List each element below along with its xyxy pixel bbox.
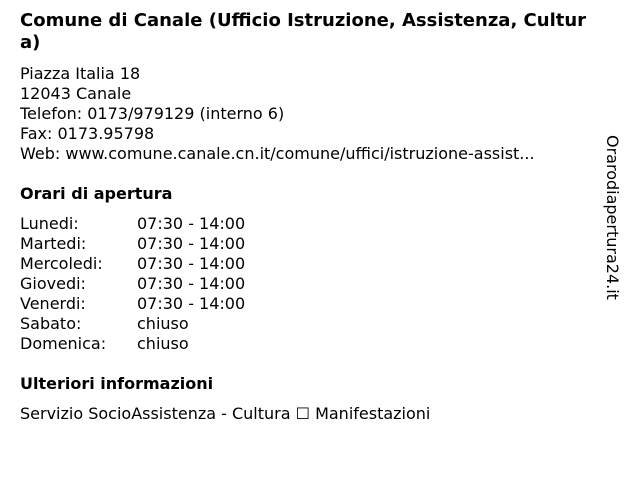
hours-row bbox=[20, 254, 245, 274]
brand-watermark bbox=[603, 135, 636, 313]
address-block bbox=[20, 64, 592, 164]
day-label: Giovedi: bbox=[20, 274, 86, 293]
hours-row bbox=[20, 214, 245, 234]
brand-text: Orarodiapertura24.it bbox=[603, 135, 622, 300]
day-label: Venerdi: bbox=[20, 294, 86, 313]
hours-row bbox=[20, 294, 245, 314]
hours-row bbox=[20, 234, 245, 254]
hours-value: 07:30 - 14:00 bbox=[137, 294, 246, 313]
hours-value: chiuso bbox=[137, 334, 189, 353]
hours-row bbox=[20, 334, 245, 354]
phone-number: Telefon: 0173/979129 (interno 6) bbox=[20, 104, 285, 123]
day-label: Martedi: bbox=[20, 234, 87, 253]
city-address: 12043 Canale bbox=[20, 84, 132, 103]
website-link[interactable]: Web: www.comune.canale.cn.it/comune/uffici/istruzione-assist... bbox=[20, 144, 535, 163]
day-label: Domenica: bbox=[20, 334, 107, 353]
more-info-text: Servizio SocioAssistenza - Cultura ☐ Manifestazioni bbox=[20, 404, 431, 423]
hours-value: chiuso bbox=[137, 314, 189, 333]
hours-row bbox=[20, 314, 245, 334]
hours-value: 07:30 - 14:00 bbox=[137, 254, 246, 273]
more-info-heading: Ulteriori informazioni bbox=[20, 374, 214, 393]
day-label: Lunedi: bbox=[20, 214, 79, 233]
hours-value: 07:30 - 14:00 bbox=[137, 234, 246, 253]
street-address: Piazza Italia 18 bbox=[20, 64, 141, 83]
hours-table bbox=[20, 214, 245, 354]
hours-heading: Orari di apertura bbox=[20, 184, 173, 203]
page-title: Comune di Canale (Ufficio Istruzione, Assistenza, Cultura) bbox=[20, 10, 587, 53]
hours-value: 07:30 - 14:00 bbox=[137, 214, 246, 233]
day-label: Sabato: bbox=[20, 314, 82, 333]
fax-number: Fax: 0173.95798 bbox=[20, 124, 155, 143]
hours-row bbox=[20, 274, 245, 294]
hours-value: 07:30 - 14:00 bbox=[137, 274, 246, 293]
day-label: Mercoledi: bbox=[20, 254, 103, 273]
